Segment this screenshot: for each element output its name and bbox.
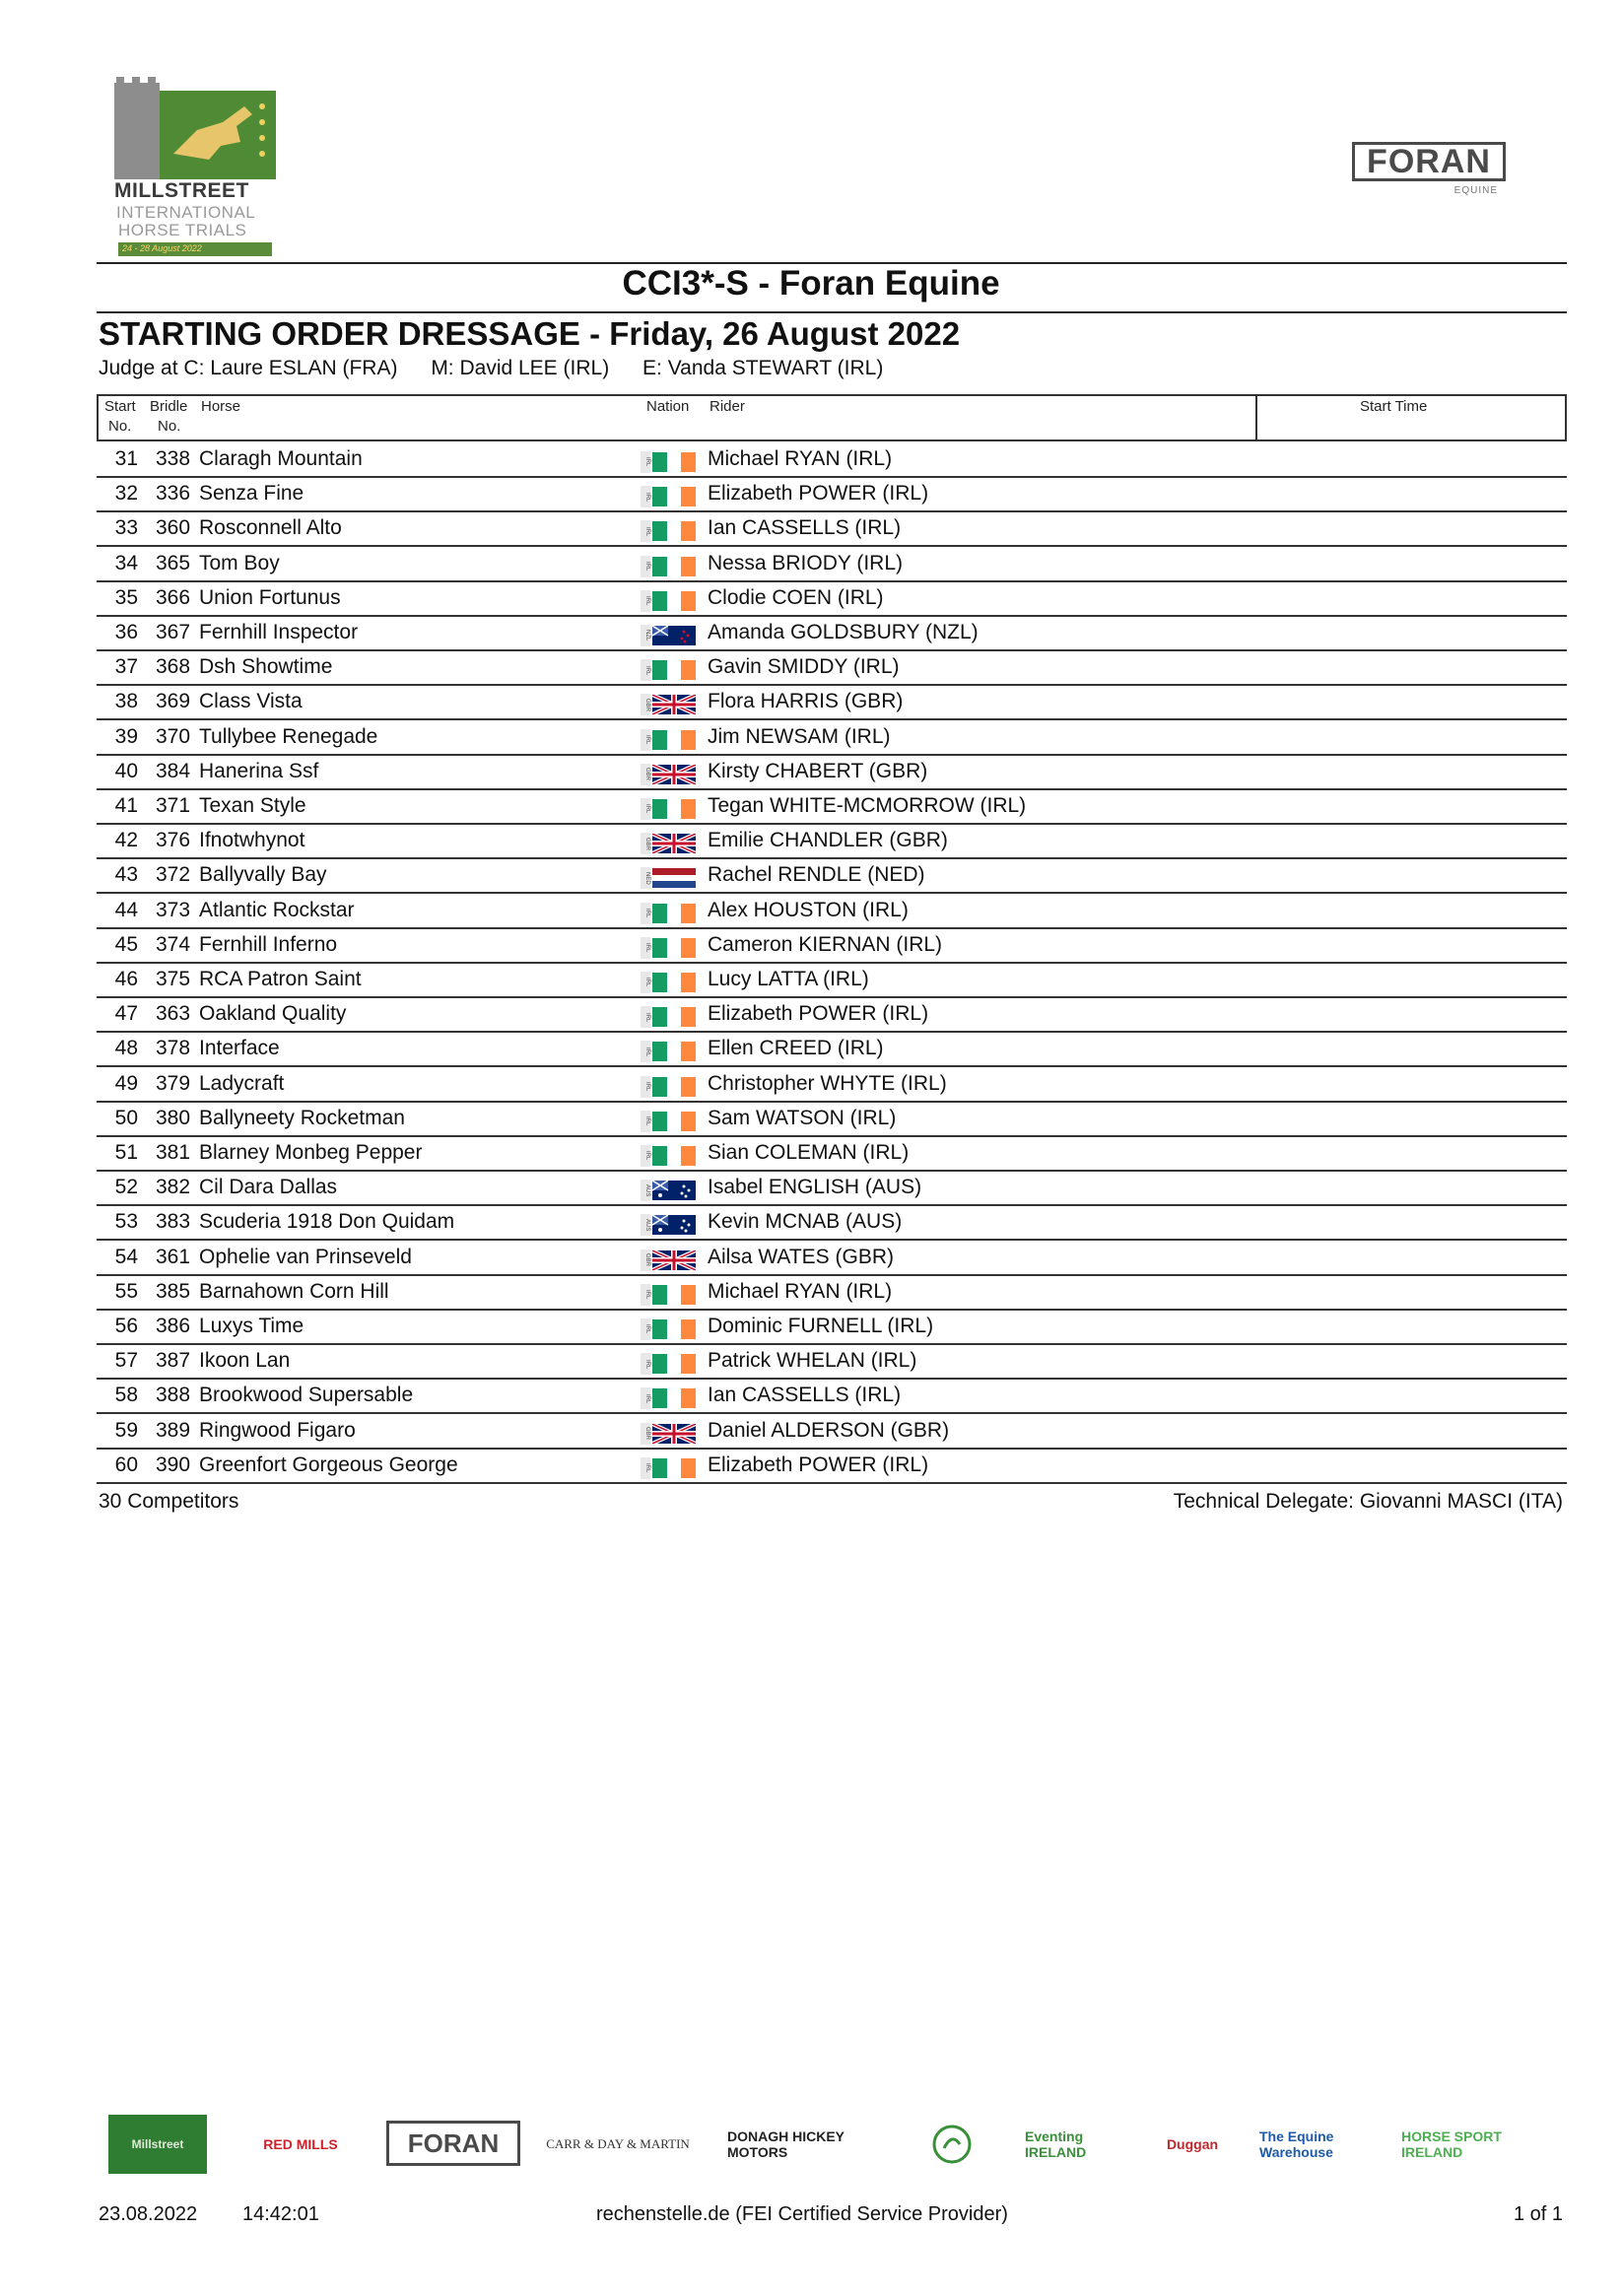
start-number: 36 (114, 621, 138, 643)
nation-flag-icon (641, 520, 696, 542)
nation-flag-icon (641, 1180, 696, 1201)
header-separator (1255, 396, 1257, 439)
nation-code: IRL (641, 590, 650, 612)
rider-name: Tegan WHITE-MCMORROW (IRL) (708, 794, 1027, 817)
bridle-number: 389 (156, 1418, 191, 1442)
millstreet-dates: 24 - 28 August 2022 (122, 243, 202, 253)
table-row (97, 1103, 1567, 1137)
header-start-no: No. (108, 418, 132, 435)
start-number: 57 (114, 1349, 138, 1373)
millstreet-line1: MILLSTREET (114, 179, 249, 202)
nation-code: GBR (641, 1423, 650, 1445)
start-number: 38 (114, 690, 138, 713)
bridle-number: 363 (156, 1002, 191, 1026)
sponsor-logo (727, 2115, 905, 2174)
bridle-number: 369 (156, 690, 191, 713)
table-row (97, 582, 1567, 617)
header-horse: Horse (201, 398, 241, 415)
sponsor-name: Millstreet (131, 2137, 184, 2151)
technical-delegate: Technical Delegate: Giovanni MASCI (ITA) (1173, 1490, 1563, 1513)
rider-name: Michael RYAN (IRL) (708, 447, 893, 470)
table-row (97, 548, 1567, 582)
sponsor-name: FORAN (407, 2127, 500, 2158)
horse-name: RCA Patron Saint (199, 968, 362, 990)
start-number: 40 (114, 759, 138, 782)
table-row (97, 964, 1567, 998)
nation-flag-icon (641, 694, 696, 715)
horse-name: Union Fortunus (199, 585, 341, 609)
judge-c: Judge at C: Laure ESLAN (FRA) (99, 357, 398, 379)
bridle-number: 385 (156, 1279, 191, 1303)
table-row (97, 1450, 1567, 1484)
start-number: 32 (114, 482, 138, 506)
bridle-number: 370 (156, 724, 191, 748)
nation-flag-icon (641, 659, 696, 681)
sponsor-name: Duggan (1166, 2136, 1219, 2152)
foran-sub: EQUINE (1453, 185, 1498, 196)
start-number: 31 (114, 447, 138, 470)
bridle-number: 368 (156, 655, 191, 679)
nation-flag-icon (641, 486, 696, 507)
print-time: 14:42:01 (242, 2203, 319, 2225)
nation-flag-icon (641, 1423, 696, 1445)
bridle-number: 388 (156, 1384, 191, 1407)
nation-flag-icon (641, 1076, 696, 1098)
nation-code: IRL (641, 1353, 650, 1375)
table-row (97, 929, 1567, 964)
table-row (97, 859, 1567, 894)
header-nation: Nation (646, 398, 690, 415)
nation-code: GBR (641, 764, 650, 785)
bridle-number: 338 (156, 447, 191, 470)
bridle-number: 378 (156, 1037, 191, 1060)
nation-flag-icon (641, 1006, 696, 1028)
nation-code: AUS (641, 1214, 650, 1236)
bridle-number: 361 (156, 1245, 191, 1268)
start-number: 47 (114, 1002, 138, 1026)
nation-flag-icon (641, 1214, 696, 1236)
sponsor-logo (386, 2121, 520, 2166)
horse-name: Hanerina Ssf (199, 759, 319, 782)
horse-name: Oakland Quality (199, 1002, 347, 1026)
horse-name: Fernhill Inferno (199, 932, 338, 956)
bridle-number: 381 (156, 1141, 191, 1164)
start-number: 55 (114, 1279, 138, 1303)
nation-flag-icon (641, 1111, 696, 1132)
table-row (97, 512, 1567, 547)
bridle-number: 375 (156, 968, 191, 990)
nation-code: IRL (641, 1145, 650, 1167)
rider-name: Sian COLEMAN (IRL) (708, 1141, 910, 1164)
table-row (97, 895, 1567, 929)
event-title: CCI3*-S - Foran Equine (622, 264, 1000, 303)
start-number: 59 (114, 1418, 138, 1442)
table-row (97, 1033, 1567, 1067)
horse-name: Texan Style (199, 794, 306, 817)
nation-code: IRL (641, 937, 650, 959)
start-number: 43 (114, 863, 138, 887)
nation-code: IRL (641, 1318, 650, 1340)
rider-name: Rachel RENDLE (NED) (708, 863, 925, 887)
page-number: 1 of 1 (1513, 2203, 1563, 2225)
table-header (97, 394, 1567, 441)
sponsor-name: CARR & DAY & MARTIN (546, 2136, 690, 2151)
bridle-number: 336 (156, 482, 191, 506)
nation-code: GBR (641, 1249, 650, 1271)
horse-name: Scuderia 1918 Don Quidam (199, 1210, 455, 1234)
rider-name: Sam WATSON (IRL) (708, 1106, 897, 1129)
bridle-number: 360 (156, 516, 191, 540)
horse-name: Rosconnell Alto (199, 516, 342, 540)
bridle-number: 382 (156, 1176, 191, 1199)
nation-flag-icon (641, 903, 696, 924)
rider-name: Flora HARRIS (GBR) (708, 690, 904, 713)
sponsor-logo (1153, 2115, 1232, 2174)
sponsor-logo (108, 2115, 207, 2174)
start-number: 54 (114, 1245, 138, 1268)
nation-code: IRL (641, 1457, 650, 1479)
table-row (97, 651, 1567, 686)
rider-name: Ellen CREED (IRL) (708, 1037, 884, 1060)
horse-name: Ballyneety Rocketman (199, 1106, 405, 1129)
bridle-number: 373 (156, 898, 191, 921)
rider-name: Jim NEWSAM (IRL) (708, 724, 891, 748)
horse-name: Cil Dara Dallas (199, 1176, 338, 1199)
row-rule (97, 1482, 1567, 1484)
nation-flag-icon (641, 1457, 696, 1479)
table-row (97, 1415, 1567, 1450)
judge-e: E: Vanda STEWART (IRL) (642, 357, 884, 379)
rider-name: Isabel ENGLISH (AUS) (708, 1176, 922, 1199)
sponsor-name: The Equine Warehouse (1259, 2128, 1334, 2160)
nation-flag-icon (641, 798, 696, 820)
bridle-number: 379 (156, 1071, 191, 1095)
horse-name: Ifnotwhynot (199, 829, 305, 852)
nation-flag-icon (641, 1318, 696, 1340)
horse-name: Interface (199, 1037, 280, 1060)
nation-flag-icon (641, 833, 696, 854)
nation-code: IRL (641, 451, 650, 473)
nation-flag-icon (641, 1387, 696, 1409)
rider-name: Clodie COEN (IRL) (708, 585, 884, 609)
order-title: STARTING ORDER DRESSAGE - Friday, 26 August 2022 (99, 315, 961, 352)
nation-flag-icon (641, 1249, 696, 1271)
table-row (97, 1206, 1567, 1241)
table-row (97, 443, 1567, 478)
table-row (97, 1276, 1567, 1311)
start-number: 58 (114, 1384, 138, 1407)
bridle-number: 386 (156, 1315, 191, 1337)
sponsor-logo (534, 2115, 702, 2174)
start-number: 34 (114, 551, 138, 574)
horse-name: Dsh Showtime (199, 655, 333, 679)
header-bridle-no: No. (158, 418, 181, 435)
rider-name: Lucy LATTA (IRL) (708, 968, 869, 990)
title-rule-bottom (97, 311, 1567, 313)
start-number: 41 (114, 794, 138, 817)
table-row (97, 686, 1567, 720)
start-number: 39 (114, 724, 138, 748)
nation-flag-icon (641, 1353, 696, 1375)
nation-code: IRL (641, 1006, 650, 1028)
table-row (97, 998, 1567, 1033)
millstreet-line3: HORSE TRIALS (118, 221, 247, 239)
horse-name: Atlantic Rockstar (199, 898, 355, 921)
nation-flag-icon (641, 937, 696, 959)
rider-name: Elizabeth POWER (IRL) (708, 1452, 929, 1476)
print-date: 23.08.2022 (99, 2203, 198, 2225)
rider-name: Alex HOUSTON (IRL) (708, 898, 909, 921)
start-number: 44 (114, 898, 138, 921)
rider-name: Kirsty CHABERT (GBR) (708, 759, 928, 782)
foran-word: FORAN (1352, 142, 1506, 181)
bridle-number: 380 (156, 1106, 191, 1129)
bridle-number: 376 (156, 829, 191, 852)
sponsor-name: DONAGH HICKEY MOTORS (727, 2128, 845, 2160)
table-row (97, 825, 1567, 859)
horse-name: Brookwood Supersable (199, 1384, 414, 1407)
rider-name: Daniel ALDERSON (GBR) (708, 1418, 950, 1442)
nation-flag-icon (641, 764, 696, 785)
table-row (97, 1380, 1567, 1414)
nation-code: IRL (641, 1111, 650, 1132)
nation-flag-icon (641, 972, 696, 993)
rider-name: Dominic FURNELL (IRL) (708, 1315, 934, 1337)
horse-name: Senza Fine (199, 482, 304, 506)
competitors-count: 30 Competitors (99, 1490, 239, 1513)
header-bridle: Bridle (150, 398, 188, 415)
nation-code: IRL (641, 1076, 650, 1098)
horse-name: Class Vista (199, 690, 303, 713)
table-row (97, 1137, 1567, 1172)
horse-name: Fernhill Inspector (199, 621, 359, 643)
judge-m: M: David LEE (IRL) (431, 357, 610, 379)
rider-name: Gavin SMIDDY (IRL) (708, 655, 900, 679)
horse-name: Blarney Monbeg Pepper (199, 1141, 423, 1164)
sponsor-logo (1401, 2115, 1539, 2174)
bridle-number: 365 (156, 551, 191, 574)
horse-name: Tullybee Renegade (199, 724, 378, 748)
nation-flag-icon (641, 867, 696, 889)
horse-name: Barnahown Corn Hill (199, 1279, 389, 1303)
table-row (97, 790, 1567, 825)
start-number: 50 (114, 1106, 138, 1129)
foran-logo (1352, 142, 1512, 201)
start-number: 37 (114, 655, 138, 679)
nation-code: IRL (641, 659, 650, 681)
rider-name: Emilie CHANDLER (GBR) (708, 829, 948, 852)
nation-code: IRL (641, 798, 650, 820)
header-rider: Rider (710, 398, 745, 415)
rider-name: Patrick WHELAN (IRL) (708, 1349, 917, 1373)
start-number: 35 (114, 585, 138, 609)
table-row (97, 1345, 1567, 1380)
nation-code: IRL (641, 556, 650, 577)
rider-name: Amanda GOLDSBURY (NZL) (708, 621, 979, 643)
horse-name: Tom Boy (199, 551, 280, 574)
nation-code: IRL (641, 520, 650, 542)
table-row (97, 617, 1567, 651)
nation-flag-icon (641, 590, 696, 612)
sponsor-logo (922, 2115, 981, 2174)
millstreet-logo (114, 77, 276, 260)
start-number: 52 (114, 1176, 138, 1199)
rider-name: Ian CASSELLS (IRL) (708, 516, 902, 540)
horse-name: Ikoon Lan (199, 1349, 291, 1373)
start-number: 46 (114, 968, 138, 990)
sponsor-name: Eventing IRELAND (1025, 2128, 1087, 2160)
nation-code: IRL (641, 903, 650, 924)
start-number: 42 (114, 829, 138, 852)
table-row (97, 721, 1567, 756)
rider-name: Christopher WHYTE (IRL) (708, 1071, 947, 1095)
rider-name: Cameron KIERNAN (IRL) (708, 932, 943, 956)
start-number: 53 (114, 1210, 138, 1234)
sponsor-strip (108, 2115, 1547, 2184)
start-number: 56 (114, 1315, 138, 1337)
bridle-number: 384 (156, 759, 191, 782)
bridle-number: 366 (156, 585, 191, 609)
sponsor-name: HORSE SPORT IRELAND (1401, 2128, 1502, 2160)
nation-code: IRL (641, 1041, 650, 1062)
sponsor-logo (246, 2115, 355, 2174)
header-start: Start (104, 398, 136, 415)
start-number: 45 (114, 932, 138, 956)
judges-line (99, 357, 911, 380)
nation-flag-icon (641, 625, 696, 646)
table-row (97, 478, 1567, 512)
rider-name: Nessa BRIODY (IRL) (708, 551, 903, 574)
rider-name: Ian CASSELLS (IRL) (708, 1384, 902, 1407)
start-number: 60 (114, 1452, 138, 1476)
bridle-number: 372 (156, 863, 191, 887)
start-number: 49 (114, 1071, 138, 1095)
nation-flag-icon (641, 729, 696, 751)
header-start-time: Start Time (1360, 398, 1428, 415)
horse-name: Ladycraft (199, 1071, 285, 1095)
table-row (97, 1242, 1567, 1276)
millstreet-line2: INTERNATIONAL (116, 203, 256, 222)
nation-flag-icon (641, 1145, 696, 1167)
service-provider: rechenstelle.de (FEI Certified Service Provider) (596, 2203, 1008, 2225)
rider-name: Michael RYAN (IRL) (708, 1279, 893, 1303)
sponsor-name: RED MILLS (263, 2136, 338, 2152)
nation-code: NZL (641, 625, 650, 646)
table-row (97, 1311, 1567, 1345)
rider-name: Ailsa WATES (GBR) (708, 1245, 895, 1268)
bridle-number: 371 (156, 794, 191, 817)
start-number: 51 (114, 1141, 138, 1164)
horse-name: Claragh Mountain (199, 447, 363, 470)
nation-flag-icon (641, 1284, 696, 1306)
castle-horse-emblem-icon (114, 77, 276, 179)
table-row (97, 756, 1567, 790)
nation-code: IRL (641, 1387, 650, 1409)
bridle-number: 383 (156, 1210, 191, 1234)
rider-name: Elizabeth POWER (IRL) (708, 482, 929, 506)
horse-name: Ringwood Figaro (199, 1418, 356, 1442)
horse-name: Ophelie van Prinseveld (199, 1245, 412, 1268)
nation-flag-icon (641, 451, 696, 473)
nation-code: GBR (641, 833, 650, 854)
nation-code: IRL (641, 972, 650, 993)
start-number: 33 (114, 516, 138, 540)
leaf-icon (930, 2123, 974, 2166)
horse-name: Ballyvally Bay (199, 863, 327, 887)
table-row (97, 1172, 1567, 1206)
nation-code: IRL (641, 486, 650, 507)
bridle-number: 374 (156, 932, 191, 956)
bridle-number: 387 (156, 1349, 191, 1373)
rider-name: Kevin MCNAB (AUS) (708, 1210, 903, 1234)
horse-name: Luxys Time (199, 1315, 304, 1337)
nation-flag-icon (641, 556, 696, 577)
bridle-number: 390 (156, 1452, 191, 1476)
nation-code: GBR (641, 694, 650, 715)
horse-name: Greenfort Gorgeous George (199, 1452, 458, 1476)
nation-code: IRL (641, 1284, 650, 1306)
sponsor-logo (1025, 2115, 1114, 2174)
bridle-number: 367 (156, 621, 191, 643)
table-row (97, 1068, 1567, 1103)
nation-flag-icon (641, 1041, 696, 1062)
nation-code: IRL (641, 729, 650, 751)
rider-name: Elizabeth POWER (IRL) (708, 1002, 929, 1026)
nation-code: NED (641, 867, 650, 889)
sponsor-logo (1259, 2115, 1378, 2174)
start-number: 48 (114, 1037, 138, 1060)
nation-code: AUS (641, 1180, 650, 1201)
